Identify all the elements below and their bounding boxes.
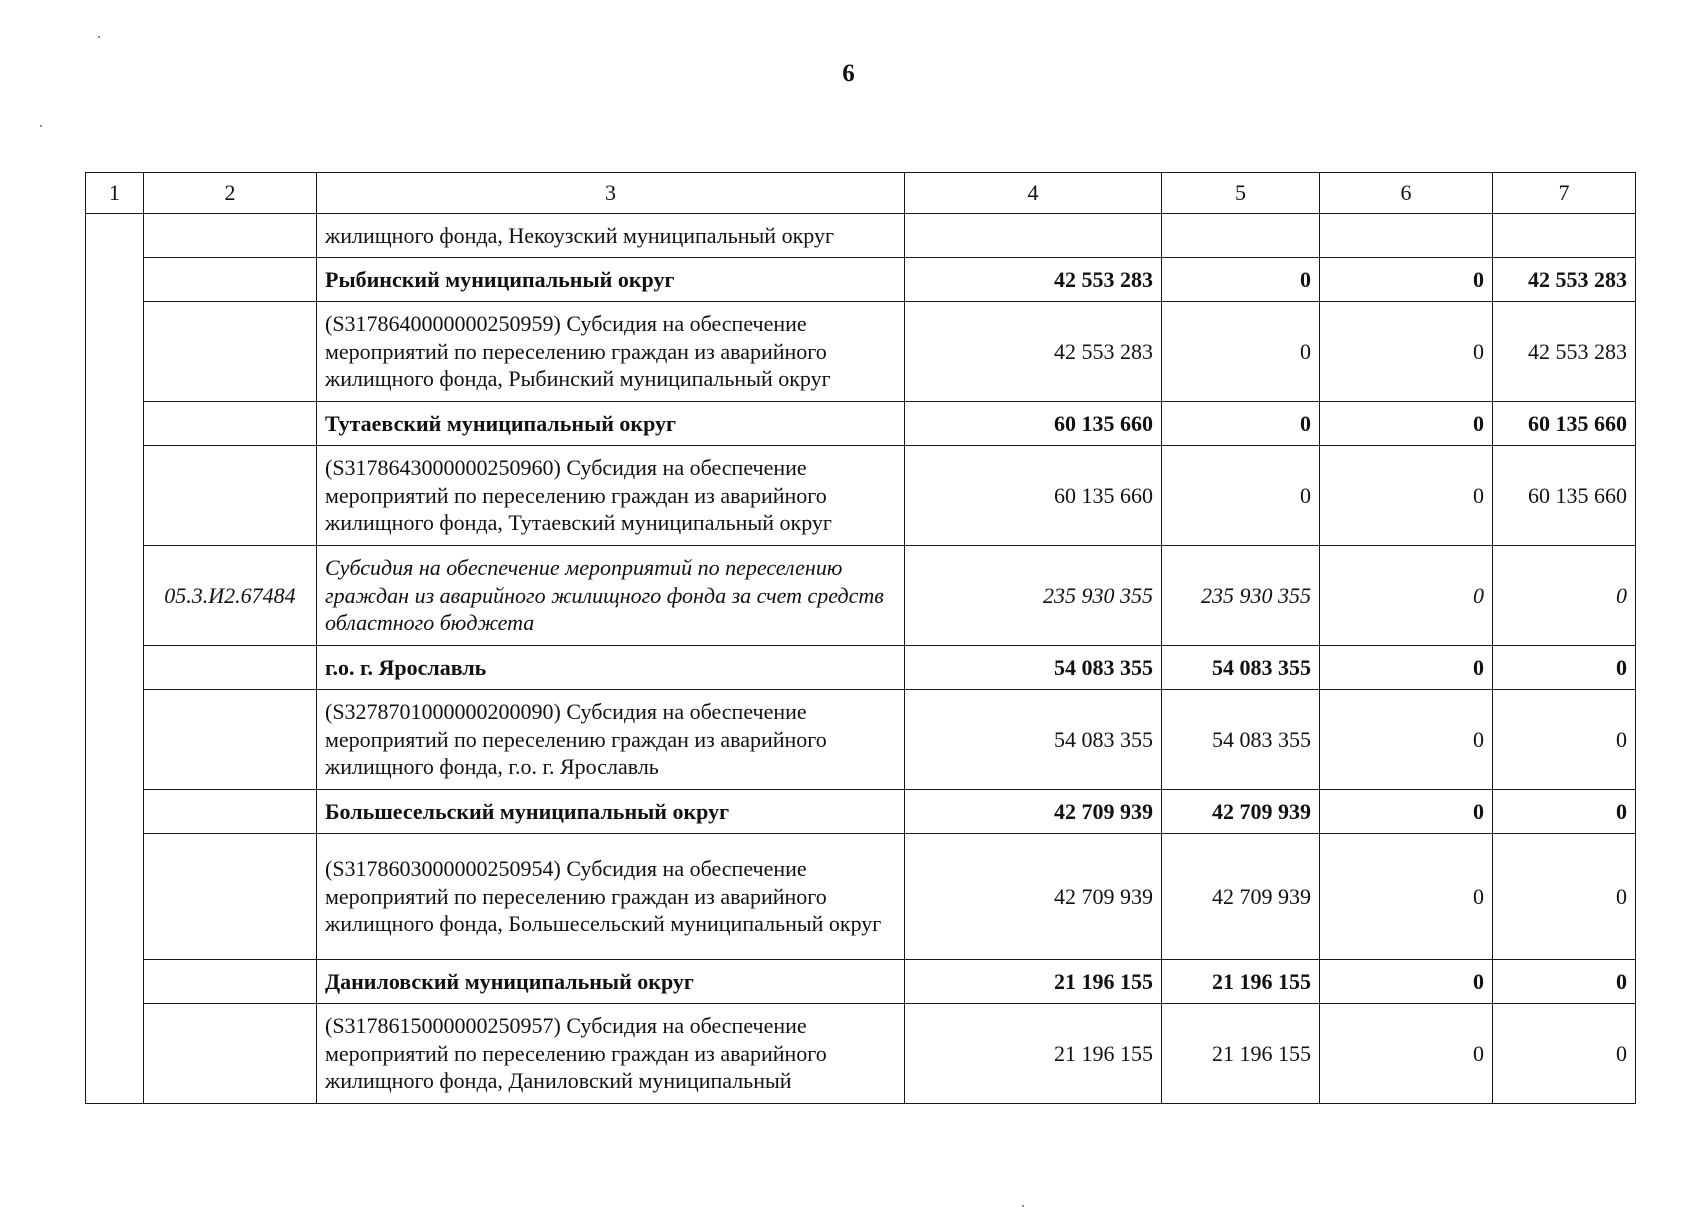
value-col6-cell: 0 bbox=[1320, 258, 1493, 302]
value-col6-cell: 0 bbox=[1320, 446, 1493, 546]
header-cell-2: 2 bbox=[144, 173, 317, 214]
header-cell-4: 4 bbox=[905, 173, 1162, 214]
table-row bbox=[86, 214, 1636, 258]
value-col6-cell: 0 bbox=[1320, 960, 1493, 1004]
value-col7-cell: 60 135 660 bbox=[1493, 446, 1636, 546]
table-row bbox=[86, 690, 1636, 790]
name-cell: (S3178603000000250954) Субсидия на обеспечение мероприятий по переселению граждан из аварийного жилищного фонда, Большесельский муниципальный округ bbox=[317, 834, 905, 960]
value-col6-cell: 0 bbox=[1320, 1004, 1493, 1104]
value-col4-cell: 21 196 155 bbox=[905, 960, 1162, 1004]
value-col5-cell: 21 196 155 bbox=[1162, 1004, 1320, 1104]
table-row bbox=[86, 402, 1636, 446]
header-cell-5: 5 bbox=[1162, 173, 1320, 214]
value-col6-cell: 0 bbox=[1320, 546, 1493, 646]
value-col7-cell: 0 bbox=[1493, 1004, 1636, 1104]
value-col7-cell: 0 bbox=[1493, 790, 1636, 834]
code-cell bbox=[144, 790, 317, 834]
name-cell: г.о. г. Ярославль bbox=[317, 646, 905, 690]
value-col5-cell: 42 709 939 bbox=[1162, 834, 1320, 960]
value-col7-cell: 0 bbox=[1493, 960, 1636, 1004]
code-cell bbox=[144, 690, 317, 790]
name-cell: Большесельский муниципальный округ bbox=[317, 790, 905, 834]
table-row bbox=[86, 960, 1636, 1004]
value-col5-cell: 54 083 355 bbox=[1162, 690, 1320, 790]
budget-table bbox=[85, 172, 1636, 1104]
name-cell: Рыбинский муниципальный округ bbox=[317, 258, 905, 302]
header-cell-1: 1 bbox=[86, 173, 144, 214]
value-col5-cell: 0 bbox=[1162, 402, 1320, 446]
value-col6-cell: 0 bbox=[1320, 834, 1493, 960]
value-col7-cell: 42 553 283 bbox=[1493, 258, 1636, 302]
code-cell: 05.3.И2.67484 bbox=[144, 546, 317, 646]
value-col5-cell: 235 930 355 bbox=[1162, 546, 1320, 646]
table-row bbox=[86, 258, 1636, 302]
code-cell bbox=[144, 446, 317, 546]
value-col7-cell bbox=[1493, 214, 1636, 258]
value-col7-cell: 0 bbox=[1493, 646, 1636, 690]
value-col5-cell: 0 bbox=[1162, 446, 1320, 546]
value-col5-cell: 0 bbox=[1162, 302, 1320, 402]
value-col7-cell: 0 bbox=[1493, 690, 1636, 790]
value-col7-cell: 42 553 283 bbox=[1493, 302, 1636, 402]
code-cell bbox=[144, 646, 317, 690]
value-col6-cell: 0 bbox=[1320, 790, 1493, 834]
value-col6-cell: 0 bbox=[1320, 302, 1493, 402]
value-col4-cell: 42 553 283 bbox=[905, 258, 1162, 302]
value-col4-cell: 54 083 355 bbox=[905, 690, 1162, 790]
value-col5-cell: 0 bbox=[1162, 258, 1320, 302]
code-cell bbox=[144, 302, 317, 402]
value-col4-cell: 21 196 155 bbox=[905, 1004, 1162, 1104]
value-col5-cell: 21 196 155 bbox=[1162, 960, 1320, 1004]
value-col5-cell bbox=[1162, 214, 1320, 258]
code-cell bbox=[144, 1004, 317, 1104]
header-cell-3: 3 bbox=[317, 173, 905, 214]
table-header-row bbox=[86, 173, 1636, 214]
value-col5-cell: 54 083 355 bbox=[1162, 646, 1320, 690]
value-col4-cell: 42 553 283 bbox=[905, 302, 1162, 402]
value-col4-cell: 42 709 939 bbox=[905, 790, 1162, 834]
table-row bbox=[86, 302, 1636, 402]
value-col7-cell: 0 bbox=[1493, 834, 1636, 960]
name-cell: (S3178640000000250959) Субсидия на обеспечение мероприятий по переселению граждан из аварийного жилищного фонда, Рыбинский муниципальный округ bbox=[317, 302, 905, 402]
value-col4-cell bbox=[905, 214, 1162, 258]
name-cell: Тутаевский муниципальный округ bbox=[317, 402, 905, 446]
code-cell bbox=[144, 960, 317, 1004]
table-row bbox=[86, 446, 1636, 546]
name-cell: Даниловский муниципальный округ bbox=[317, 960, 905, 1004]
value-col7-cell: 0 bbox=[1493, 546, 1636, 646]
value-col4-cell: 42 709 939 bbox=[905, 834, 1162, 960]
table-row bbox=[86, 546, 1636, 646]
value-col5-cell: 42 709 939 bbox=[1162, 790, 1320, 834]
value-col7-cell: 60 135 660 bbox=[1493, 402, 1636, 446]
table-row bbox=[86, 790, 1636, 834]
value-col4-cell: 54 083 355 bbox=[905, 646, 1162, 690]
scan-speck bbox=[40, 125, 42, 127]
value-col6-cell: 0 bbox=[1320, 402, 1493, 446]
code-cell bbox=[144, 834, 317, 960]
column-1-merged-cell bbox=[86, 214, 144, 1104]
header-cell-6: 6 bbox=[1320, 173, 1493, 214]
value-col6-cell: 0 bbox=[1320, 646, 1493, 690]
name-cell: жилищного фонда, Некоузский муниципальный округ bbox=[317, 214, 905, 258]
value-col6-cell: 0 bbox=[1320, 690, 1493, 790]
name-cell: (S3278701000000200090) Субсидия на обеспечение мероприятий по переселению граждан из аварийного жилищного фонда, г.о. г. Ярославль bbox=[317, 690, 905, 790]
value-col4-cell: 60 135 660 bbox=[905, 446, 1162, 546]
name-cell: (S3178615000000250957) Субсидия на обеспечение мероприятий по переселению граждан из аварийного жилищного фонда, Даниловский муниципальный bbox=[317, 1004, 905, 1104]
value-col6-cell bbox=[1320, 214, 1493, 258]
scan-speck bbox=[98, 36, 100, 38]
name-cell: (S3178643000000250960) Субсидия на обеспечение мероприятий по переселению граждан из аварийного жилищного фонда, Тутаевский муниципальный округ bbox=[317, 446, 905, 546]
table-row bbox=[86, 834, 1636, 960]
table-row bbox=[86, 646, 1636, 690]
value-col4-cell: 60 135 660 bbox=[905, 402, 1162, 446]
code-cell bbox=[144, 258, 317, 302]
name-cell: Субсидия на обеспечение мероприятий по переселению граждан из аварийного жилищного фонда за счет средств областного бюджета bbox=[317, 546, 905, 646]
header-cell-7: 7 bbox=[1493, 173, 1636, 214]
code-cell bbox=[144, 214, 317, 258]
code-cell bbox=[144, 402, 317, 446]
table-row bbox=[86, 1004, 1636, 1104]
value-col4-cell: 235 930 355 bbox=[905, 546, 1162, 646]
page-number: 6 bbox=[842, 60, 855, 87]
